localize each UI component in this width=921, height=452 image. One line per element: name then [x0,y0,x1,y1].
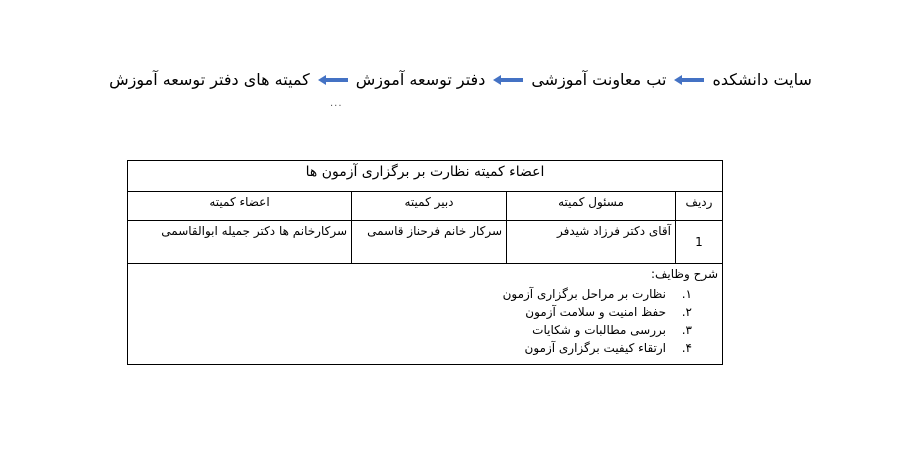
committee-table [127,160,723,365]
list-item [132,285,692,303]
left-arrow-icon [318,73,348,87]
header-index: ردیف [676,192,723,221]
duty-number: ۴. [681,341,692,355]
left-arrow-icon [674,73,704,87]
duty-text: حفظ امنیت و سلامت آزمون [525,305,666,319]
breadcrumb-item-faculty-site[interactable]: سایت دانشکده [712,70,812,89]
breadcrumb-item-edc-committees[interactable]: کمیته های دفتر توسعه آموزش [109,70,310,89]
table-header-row [128,192,723,221]
list-item [132,321,692,339]
list-item [132,303,692,321]
cell-secretary: سرکار خانم فرحناز قاسمی [352,221,507,264]
duties-row [128,264,723,365]
duty-text: ارتقاء کیفیت برگزاری آزمون [524,341,666,355]
left-arrow-icon [493,73,523,87]
trailing-mark: ... [330,98,343,109]
duty-number: ۱. [681,287,692,301]
breadcrumb [0,70,921,89]
duty-text: بررسی مطالبات و شکایات [532,323,666,337]
cell-members: سرکارخانم ها دکتر جمیله ابوالقاسمی [128,221,352,264]
duties-cell [128,264,723,365]
header-members: اعضاء کمیته [128,192,352,221]
breadcrumb-item-education-deputy-tab[interactable]: تب معاونت آموزشی [531,70,667,89]
header-secretary: دبیر کمیته [352,192,507,221]
header-responsible: مسئول کمیته [507,192,676,221]
table-row [128,221,723,264]
duties-title: شرح وظایف: [650,267,718,281]
duty-text: نظارت بر مراحل برگزاری آزمون [502,287,666,301]
table-title: اعضاء کمیته نظارت بر برگزاری آزمون ها [128,161,723,192]
list-item [132,339,692,357]
table-title-row [128,161,723,192]
duty-number: ۳. [681,323,692,337]
duty-number: ۲. [681,305,692,319]
breadcrumb-item-edc-office[interactable]: دفتر توسعه آموزش [355,70,486,89]
cell-responsible: آقای دکتر فرزاد شیدفر [507,221,676,264]
cell-index: 1 [676,221,723,264]
